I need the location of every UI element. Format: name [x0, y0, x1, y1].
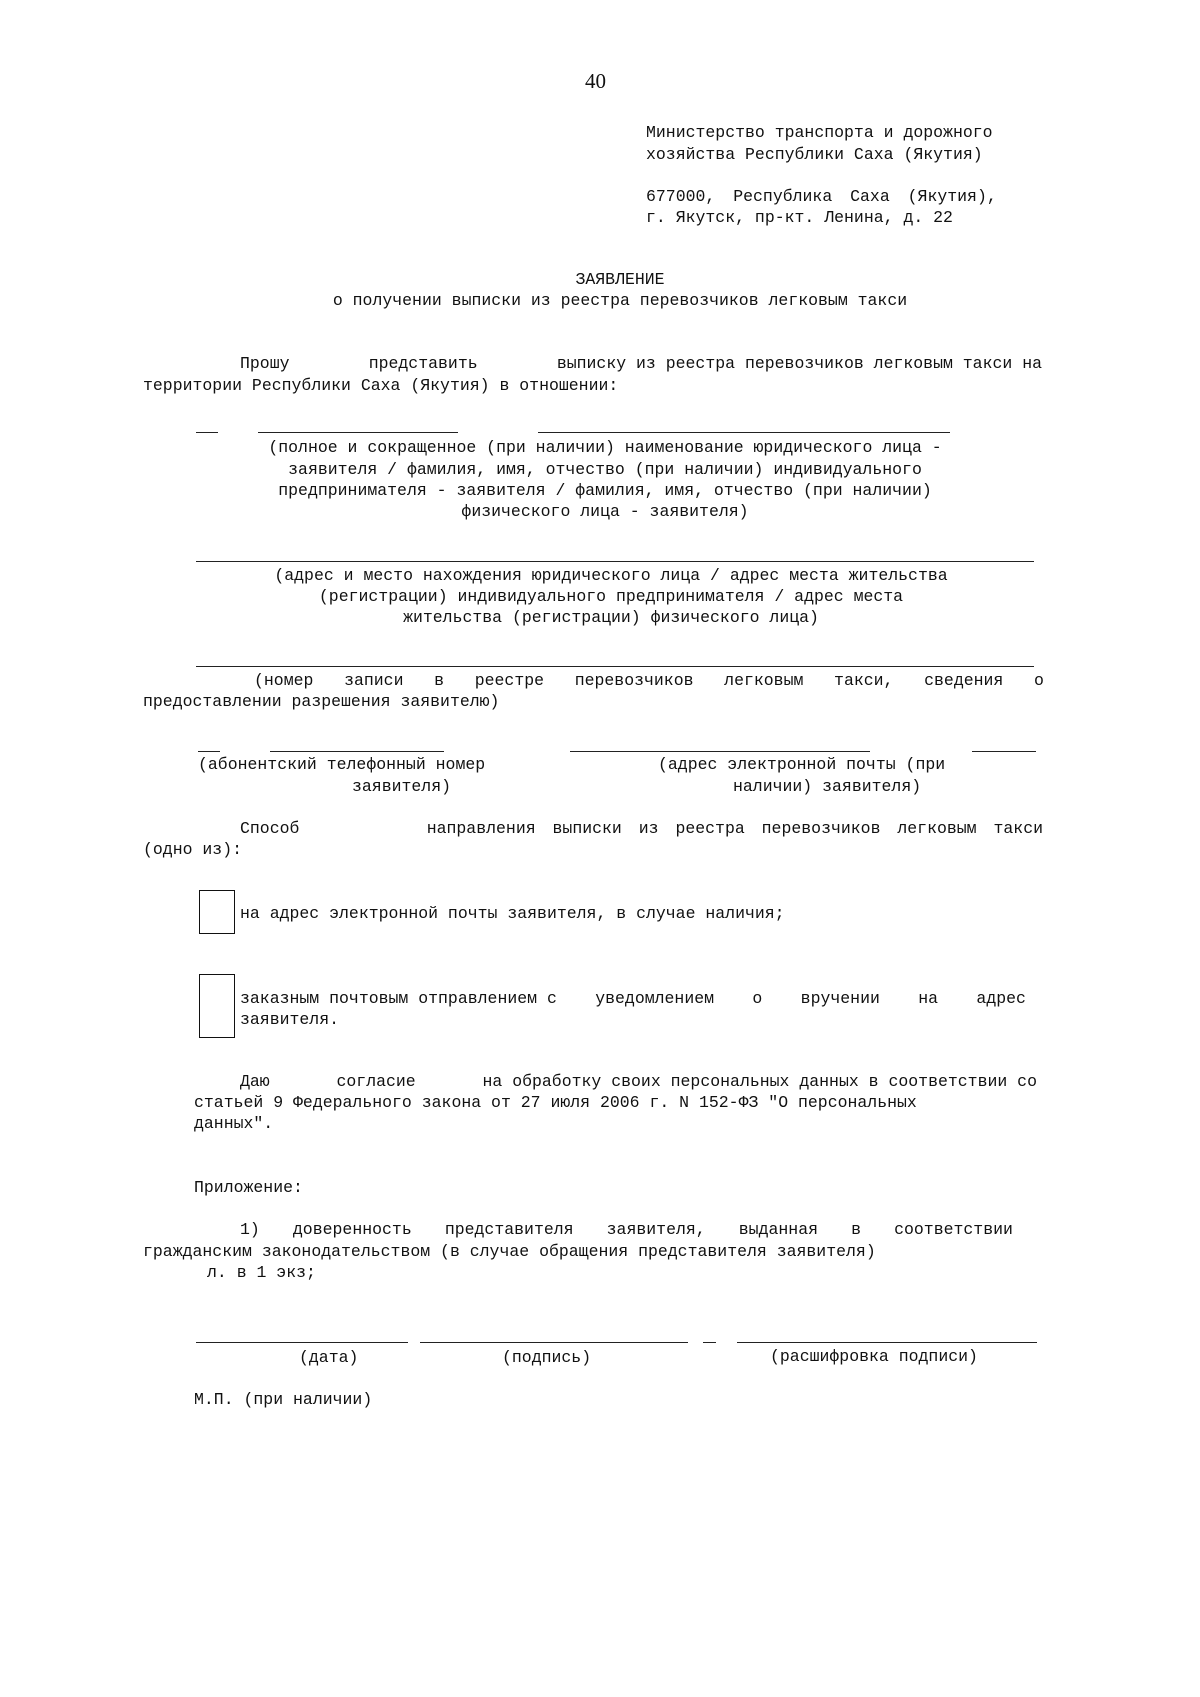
- option-post-label-1: [240, 988, 1026, 1010]
- attachment-line-1: [240, 1219, 1013, 1241]
- registry-word: реестре: [474, 671, 545, 690]
- signature-caption: (подпись): [502, 1348, 592, 1367]
- registry-word: такси,: [834, 671, 894, 690]
- registry-word: (номер: [254, 671, 314, 690]
- post-word: вручении: [800, 989, 880, 1008]
- page-number: 40: [585, 69, 606, 93]
- option-email-checkbox[interactable]: [199, 890, 235, 934]
- consent-line-2: статьей 9 Федерального закона от 27 июля 2006 г. N 152-ФЗ "О персональных: [194, 1093, 917, 1112]
- applicant-blank-line[interactable]: [196, 432, 218, 433]
- email-caption-2: наличии) заявителя): [733, 777, 922, 796]
- consent-word: на обработку своих персональных данных в соответствии со: [482, 1072, 1037, 1091]
- request-line-2: территории Республики Саха (Якутия) в отношении:: [143, 376, 619, 395]
- date-caption: (дата): [299, 1348, 359, 1367]
- decode-blank-line[interactable]: [737, 1342, 1037, 1343]
- email-blank-line[interactable]: [972, 751, 1036, 752]
- attachment-word: представителя: [444, 1220, 574, 1239]
- request-line-1: [240, 353, 1042, 375]
- phone-blank-line[interactable]: [270, 751, 444, 752]
- method-line-1: [240, 818, 1043, 840]
- registry-word: о: [1034, 671, 1044, 690]
- attachment-word: 1): [240, 1220, 260, 1239]
- attachment-word: выданная: [738, 1220, 818, 1239]
- registry-word: в: [434, 671, 445, 690]
- option-email-label: на адрес электронной почты заявителя, в случае наличия;: [240, 904, 785, 923]
- registry-word: легковым: [724, 671, 804, 690]
- address-caption-1: (адрес и место нахождения юридического лица / адрес места жительства: [274, 566, 948, 585]
- post-word: на: [918, 989, 939, 1008]
- request-word: представить: [368, 354, 478, 373]
- email-caption-1: (адрес электронной почты (при: [658, 755, 946, 774]
- phone-caption-2: заявителя): [352, 777, 452, 796]
- signature-gap-dash: [703, 1342, 716, 1343]
- addressee-line-1: Министерство транспорта и дорожного: [646, 123, 993, 142]
- applicant-blank-line[interactable]: [538, 432, 950, 433]
- consent-word: Даю: [240, 1072, 270, 1091]
- option-post-checkbox[interactable]: [199, 974, 235, 1038]
- attachment-line-2: гражданским законодательством (в случае обращения представителя заявителя): [143, 1242, 876, 1261]
- document-title: ЗАЯВЛЕНИЕ: [575, 270, 665, 289]
- applicant-blank-line[interactable]: [258, 432, 458, 433]
- post-word: о: [752, 989, 763, 1008]
- addressee-address-2: г. Якутск, пр-кт. Ленина, д. 22: [646, 208, 953, 227]
- post-word: заказным почтовым отправлением с: [240, 989, 557, 1008]
- request-word: выписку из реестра перевозчиков легковым такси на: [556, 354, 1042, 373]
- post-word: адрес: [976, 989, 1026, 1008]
- method-word: направления выписки из реестра перевозчиков легковым такси: [426, 819, 1043, 838]
- consent-word: согласие: [336, 1072, 416, 1091]
- date-blank-line[interactable]: [196, 1342, 408, 1343]
- email-blank-line[interactable]: [570, 751, 870, 752]
- phone-caption-1: (абонентский телефонный номер: [198, 755, 486, 774]
- consent-line-1: [240, 1071, 1037, 1093]
- applicant-caption-4: физического лица - заявителя): [461, 502, 749, 521]
- registry-blank-line[interactable]: [196, 666, 1034, 667]
- registry-word: перевозчиков: [574, 671, 694, 690]
- method-word: Способ: [240, 819, 300, 838]
- applicant-caption-2: заявителя / фамилия, имя, отчество (при наличии) индивидуального: [288, 460, 922, 479]
- consent-line-3: данных".: [194, 1114, 274, 1133]
- signature-blank-line[interactable]: [420, 1342, 688, 1343]
- decode-caption: (расшифровка подписи): [770, 1347, 978, 1366]
- attachment-line-3: л. в 1 экз;: [207, 1263, 316, 1282]
- attachment-word: в: [851, 1220, 861, 1239]
- registry-word: записи: [344, 671, 404, 690]
- attachment-word: заявителя,: [606, 1220, 706, 1239]
- registry-word: сведения: [924, 671, 1004, 690]
- stamp-note: М.П. (при наличии): [194, 1390, 373, 1409]
- registry-caption-2: предоставлении разрешения заявителю): [143, 692, 500, 711]
- address-caption-3: жительства (регистрации) физического лица): [403, 608, 819, 627]
- attachment-label: Приложение:: [194, 1178, 303, 1197]
- request-word: Прошу: [240, 354, 290, 373]
- registry-caption-1: [254, 670, 1044, 692]
- document-subtitle: о получении выписки из реестра перевозчиков легковым такси: [332, 291, 908, 310]
- applicant-caption-3: предпринимателя - заявителя / фамилия, имя, отчество (при наличии): [278, 481, 932, 500]
- addressee-line-2: хозяйства Республики Саха (Якутия): [646, 145, 983, 164]
- addressee-address-1: 677000, Республика Саха (Якутия),: [646, 187, 997, 206]
- method-line-2: (одно из):: [143, 840, 243, 859]
- post-word: уведомлением: [595, 989, 715, 1008]
- attachment-word: соответствии: [894, 1220, 1013, 1239]
- address-blank-line[interactable]: [196, 561, 1034, 562]
- address-caption-2: (регистрации) индивидуального предпринимателя / адрес места: [318, 587, 904, 606]
- applicant-caption-1: (полное и сокращенное (при наличии) наименование юридического лица -: [268, 438, 942, 457]
- attachment-word: доверенность: [292, 1220, 412, 1239]
- phone-blank-line[interactable]: [198, 751, 220, 752]
- option-post-label-2: заявителя.: [240, 1010, 340, 1029]
